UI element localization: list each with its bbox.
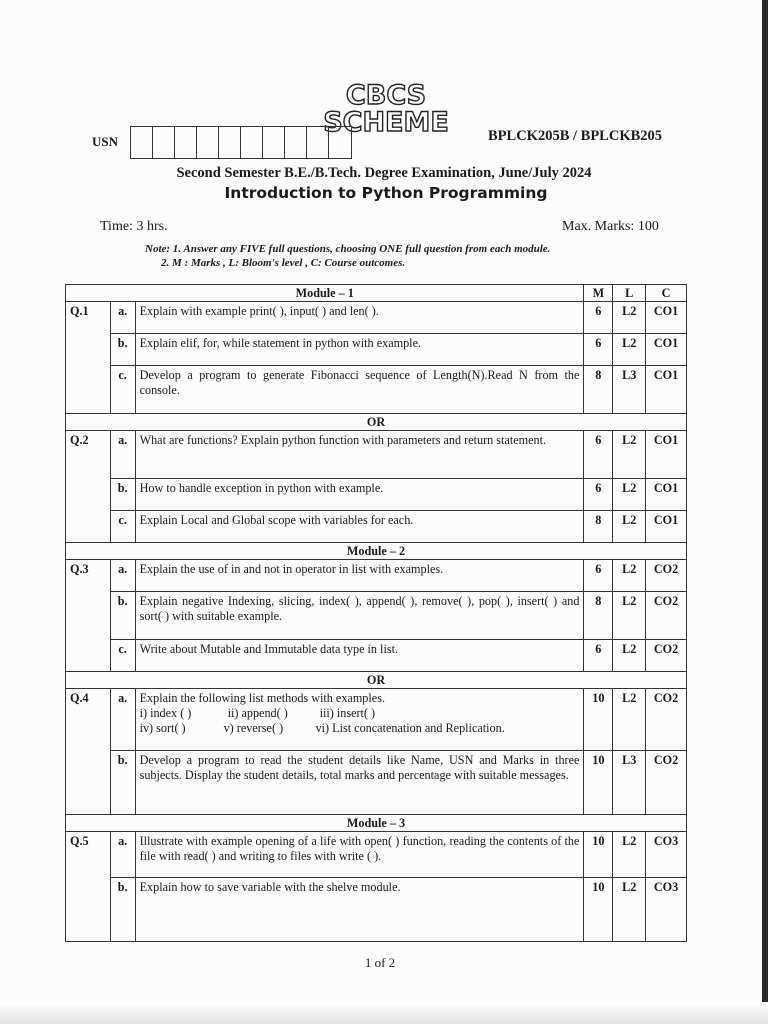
outcome-value: CO1 — [646, 334, 687, 366]
level-value: L2 — [613, 878, 646, 942]
outcome-value: CO1 — [646, 479, 687, 511]
marks-value: 6 — [584, 302, 613, 334]
question-number: Q.3 — [66, 560, 111, 672]
level-value: L3 — [613, 366, 646, 414]
or-row — [66, 414, 687, 431]
question-text: Explain the use of in and not in operator in list with examples. — [135, 560, 584, 592]
subject-title: Introduction to Python Programming — [224, 184, 548, 202]
part-label: c. — [110, 640, 135, 672]
usn-boxes[interactable] — [130, 126, 352, 159]
level-value: L2 — [613, 640, 646, 672]
method-reverse: v) reverse( ) — [223, 721, 284, 735]
module-header-row — [66, 285, 687, 302]
question-number: Q.2 — [66, 431, 111, 543]
outcome-value: CO2 — [646, 640, 687, 672]
question-row — [66, 640, 687, 672]
usn-box[interactable] — [175, 127, 197, 158]
part-label: a. — [110, 431, 135, 479]
question-row — [66, 334, 687, 366]
outcome-value: CO1 — [646, 511, 687, 543]
question-text — [135, 689, 584, 751]
module-header-row — [66, 543, 687, 560]
marks-value: 10 — [584, 878, 613, 942]
or-divider: OR — [66, 414, 687, 431]
outcome-value: CO1 — [646, 302, 687, 334]
part-label: a. — [110, 302, 135, 334]
part-label: a. — [110, 560, 135, 592]
question-row — [66, 592, 687, 640]
question-number: Q.1 — [66, 302, 111, 414]
question-text: Explain how to save variable with the shelve module. — [135, 878, 584, 942]
q4a-methods-row-1 — [140, 706, 580, 721]
level-value: L2 — [613, 592, 646, 640]
question-text: Explain with example print( ), input( ) and len( ). — [135, 302, 584, 334]
usn-box[interactable] — [219, 127, 241, 158]
question-text: Explain elif, for, while statement in python with example. — [135, 334, 584, 366]
or-divider: OR — [66, 672, 687, 689]
marks-value: 6 — [584, 640, 613, 672]
marks-value: 8 — [584, 592, 613, 640]
outcome-value: CO1 — [646, 431, 687, 479]
method-sort: iv) sort( ) — [139, 721, 186, 735]
question-row — [66, 878, 687, 942]
part-label: c. — [110, 511, 135, 543]
marks-value: 6 — [584, 479, 613, 511]
question-row — [66, 751, 687, 815]
question-row — [66, 302, 687, 334]
marks-value: 10 — [584, 689, 613, 751]
marks-value: 6 — [584, 334, 613, 366]
method-index: i) index ( ) — [139, 706, 192, 720]
usn-box[interactable] — [197, 127, 219, 158]
max-marks: Max. Marks: 100 — [562, 219, 659, 234]
marks-value: 6 — [584, 431, 613, 479]
question-text: Develop a program to generate Fibonacci sequence of Length(N).Read N from the console. — [135, 366, 584, 414]
question-row — [66, 832, 687, 878]
marks-value: 10 — [584, 832, 613, 878]
exam-title: Second Semester B.E./B.Tech. Degree Examination, June/July 2024 — [176, 165, 592, 181]
question-number: Q.4 — [66, 689, 111, 815]
col-m-header: M — [584, 285, 613, 302]
scan-edge — [762, 0, 768, 1024]
outcome-value: CO2 — [646, 592, 687, 640]
scan-bottom — [0, 1002, 768, 1024]
note-line-2: 2. M : Marks , L: Bloom's level , C: Course outcomes. — [161, 257, 406, 269]
module-header-row — [66, 815, 687, 832]
question-number: Q.5 — [66, 832, 111, 942]
question-table — [65, 284, 687, 942]
page-number: 1 of 2 — [364, 955, 396, 970]
usn-box[interactable] — [285, 127, 307, 158]
usn-box[interactable] — [263, 127, 285, 158]
part-label: c. — [110, 366, 135, 414]
question-text: Explain Local and Global scope with variables for each. — [135, 511, 584, 543]
time-duration: Time: 3 hrs. — [100, 219, 168, 234]
usn-box[interactable] — [307, 127, 329, 158]
question-row — [66, 366, 687, 414]
level-value: L2 — [613, 832, 646, 878]
outcome-value: CO1 — [646, 366, 687, 414]
col-l-header: L — [613, 285, 646, 302]
outcome-value: CO3 — [646, 878, 687, 942]
level-value: L2 — [613, 689, 646, 751]
outcome-value: CO2 — [646, 560, 687, 592]
question-text: Explain negative Indexing, slicing, index( ), append( ), remove( ), pop( ), insert( ) and sort( ) with suitable example. — [135, 592, 584, 640]
exam-note — [145, 242, 550, 270]
part-label: b. — [110, 334, 135, 366]
q4a-methods-row-2 — [140, 721, 580, 736]
part-label: b. — [110, 592, 135, 640]
outcome-value: CO3 — [646, 832, 687, 878]
question-text: Develop a program to read the student details like Name, USN and Marks in three subjects. Display the student details, total marks and percentage with suitable messages. — [135, 751, 584, 815]
part-label: b. — [110, 479, 135, 511]
method-concat: vi) List concatenation and Replication. — [315, 721, 505, 735]
note-line-1: Note: 1. Answer any FIVE full questions, choosing ONE full question from each module. — [145, 243, 551, 255]
level-value: L2 — [613, 560, 646, 592]
part-label: b. — [110, 878, 135, 942]
method-insert: iii) insert( ) — [319, 706, 376, 720]
marks-value: 10 — [584, 751, 613, 815]
module-3-heading: Module – 3 — [66, 815, 687, 832]
usn-label: USN — [92, 134, 119, 149]
module-1-heading: Module – 1 — [66, 285, 584, 302]
q4a-intro: Explain the following list methods with examples. — [139, 691, 385, 705]
part-label: a. — [110, 832, 135, 878]
question-row — [66, 560, 687, 592]
marks-value: 8 — [584, 366, 613, 414]
level-value: L2 — [613, 479, 646, 511]
question-row — [66, 511, 687, 543]
level-value: L2 — [613, 431, 646, 479]
usn-box[interactable] — [131, 127, 153, 158]
course-code: BPLCK205B / BPLCKB205 — [488, 128, 663, 144]
module-2-heading: Module – 2 — [66, 543, 687, 560]
marks-value: 6 — [584, 560, 613, 592]
outcome-value: CO2 — [646, 751, 687, 815]
usn-box[interactable] — [329, 127, 351, 158]
question-text: Illustrate with example opening of a life with open( ) function, reading the contents of the file with read( ) and writing to files with write ( ). — [135, 832, 584, 878]
question-text: How to handle exception in python with example. — [135, 479, 584, 511]
scheme-logo: CBCS SCHEME — [323, 80, 449, 138]
outcome-value: CO2 — [646, 689, 687, 751]
or-row — [66, 672, 687, 689]
level-value: L3 — [613, 751, 646, 815]
marks-value: 8 — [584, 511, 613, 543]
question-row — [66, 689, 687, 751]
question-text: Write about Mutable and Immutable data type in list. — [135, 640, 584, 672]
level-value: L2 — [613, 511, 646, 543]
question-text: What are functions? Explain python function with parameters and return statement. — [135, 431, 584, 479]
level-value: L2 — [613, 302, 646, 334]
usn-box[interactable] — [153, 127, 175, 158]
part-label: a. — [110, 689, 135, 751]
level-value: L2 — [613, 334, 646, 366]
usn-box[interactable] — [241, 127, 263, 158]
col-c-header: C — [646, 285, 687, 302]
part-label: b. — [110, 751, 135, 815]
question-row — [66, 479, 687, 511]
method-append: ii) append( ) — [227, 706, 288, 720]
question-row — [66, 431, 687, 479]
